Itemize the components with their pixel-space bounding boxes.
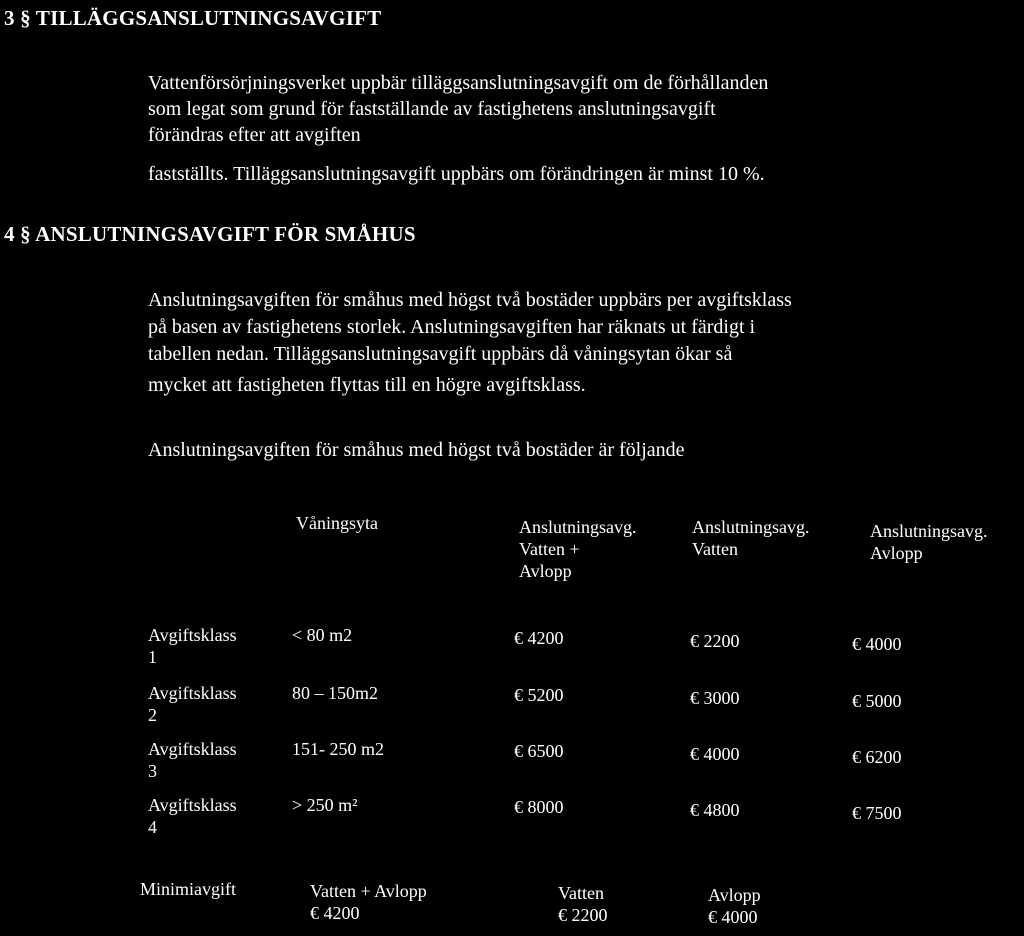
table-row-water: € 2200 (690, 631, 740, 651)
section-4-line-4: mycket att fastigheten flyttas till en högre avgiftsklass. (148, 374, 586, 396)
minimum-water: Vatten € 2200 (558, 883, 608, 925)
table-row-area: > 250 m² (292, 795, 358, 815)
table-row-class: Avgiftsklass 3 (148, 739, 237, 781)
section-4-line-2: på basen av fastighetens storlek. Anslutningsavgiften har räknats ut färdigt i (148, 316, 756, 338)
table-row-area: < 80 m2 (292, 625, 353, 645)
table-row-class: Avgiftsklass 1 (148, 625, 237, 667)
section-3-line-3: förändras efter att avgiften (148, 124, 361, 146)
table-row-water: € 4000 (690, 744, 740, 764)
table-row-both: € 4200 (514, 628, 564, 648)
table-row-area: 151- 250 m2 (292, 739, 384, 759)
table-row-both: € 8000 (514, 797, 564, 817)
section-4-intro: Anslutningsavgiften för småhus med högst två bostäder är följande (148, 439, 685, 461)
table-row-sewer: € 7500 (852, 803, 902, 823)
table-row-area: 80 – 150m2 (292, 683, 379, 703)
table-row-both: € 5200 (514, 685, 564, 705)
table-row-both: € 6500 (514, 741, 564, 761)
section-4-line-1: Anslutningsavgiften för småhus med högst två bostäder uppbärs per avgiftsklass (148, 289, 792, 311)
header-avlopp: Anslutningsavg. Avlopp (870, 521, 988, 563)
section-4-line-3: tabellen nedan. Tilläggsanslutningsavgift uppbärs då våningsytan ökar så (148, 343, 733, 365)
table-row-sewer: € 4000 (852, 634, 902, 654)
minimum-both: Vatten + Avlopp € 4200 (310, 881, 427, 923)
header-vatten-avlopp: Anslutningsavg. Vatten + Avlopp (519, 517, 637, 581)
table-row-sewer: € 6200 (852, 747, 902, 767)
header-vaningsyta: Våningsyta (296, 513, 378, 533)
section-3-line-2: som legat som grund för fastställande av fastighetens anslutningsavgift (148, 98, 716, 120)
minimum-sewer: Avlopp € 4000 (708, 885, 761, 927)
section-4-heading: 4 § ANSLUTNINGSAVGIFT FÖR SMÅHUS (4, 222, 416, 246)
table-row-class: Avgiftsklass 4 (148, 795, 237, 837)
section-3-heading: 3 § TILLÄGGSANSLUTNINGSAVGIFT (4, 6, 382, 30)
section-3-line-1: Vattenförsörjningsverket uppbär tilläggsanslutningsavgift om de förhållanden (148, 72, 769, 94)
table-row-class: Avgiftsklass 2 (148, 683, 237, 725)
minimum-label: Minimiavgift (140, 879, 236, 899)
table-row-sewer: € 5000 (852, 691, 902, 711)
section-3-line-4: fastställts. Tilläggsanslutningsavgift uppbärs om förändringen är minst 10 %. (148, 163, 765, 185)
header-vatten: Anslutningsavg. Vatten (692, 517, 810, 559)
table-row-water: € 3000 (690, 688, 740, 708)
table-row-water: € 4800 (690, 800, 740, 820)
